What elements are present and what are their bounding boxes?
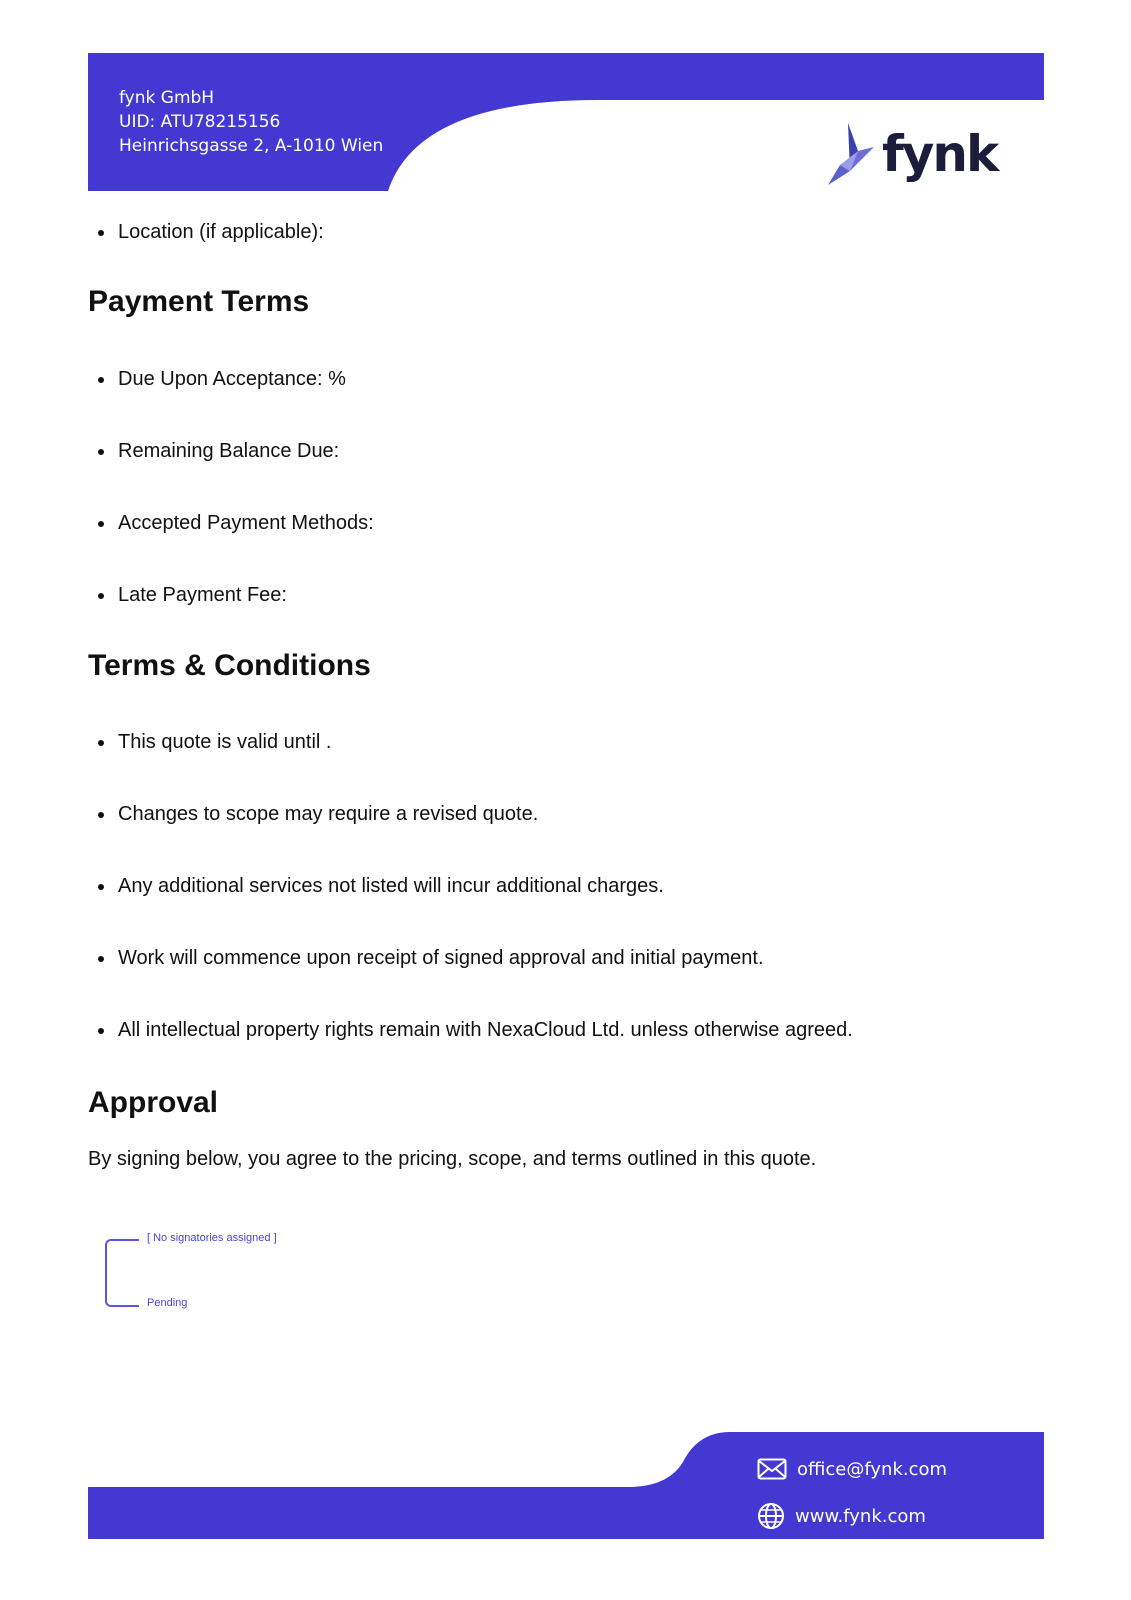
footer-website[interactable] [757,1502,926,1530]
globe-icon [757,1502,785,1530]
list-item: Location (if applicable): [98,219,324,245]
logo-text: fynk [882,125,998,183]
company-address: Heinrichsgasse 2, A-1010 Wien [119,136,384,156]
section-heading-terms-conditions: Terms & Conditions [88,649,371,682]
signature-status: Pending [147,1297,188,1309]
email-link[interactable]: office@fynk.com [797,1458,948,1480]
company-uid: UID: ATU78215156 [119,112,281,132]
list-item: Any additional services not listed will incur additional charges. [98,873,664,899]
list-item: Remaining Balance Due: [98,438,339,464]
list-item: This quote is valid until . [98,729,331,755]
signatories-placeholder: [ No signatories assigned ] [147,1232,277,1244]
list-item: Late Payment Fee: [98,582,287,608]
fynk-logo [828,118,997,190]
signature-bracket [105,1239,139,1307]
website-link[interactable]: www.fynk.com [795,1505,926,1527]
section-heading-approval: Approval [88,1086,219,1119]
list-item: Work will commence upon receipt of signed approval and initial payment. [98,945,764,971]
mail-icon [757,1458,787,1480]
company-info [119,86,383,158]
company-name: fynk GmbH [119,88,215,108]
section-heading-payment-terms: Payment Terms [88,285,310,318]
list-item: All intellectual property rights remain with NexaCloud Ltd. unless otherwise agreed. [98,1017,853,1043]
bird-logo-icon [828,121,876,187]
footer-email[interactable] [757,1458,947,1480]
list-item: Accepted Payment Methods: [98,510,374,536]
approval-text: By signing below, you agree to the pricing, scope, and terms outlined in this quote. [88,1148,817,1170]
list-item: Changes to scope may require a revised quote. [98,801,538,827]
list-item: Due Upon Acceptance: % [98,366,346,392]
